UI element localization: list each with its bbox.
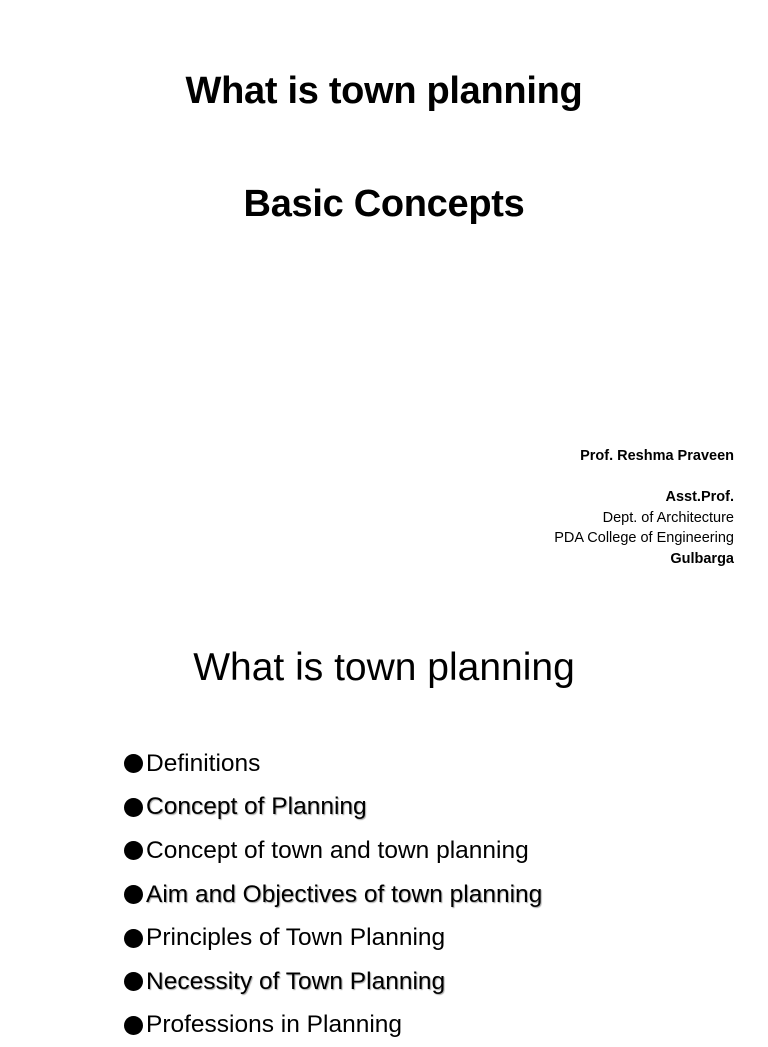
author-position: Asst.Prof.	[665, 489, 734, 505]
author-department: Dept. of Architecture	[602, 509, 734, 526]
author-name: Prof. Reshma Praveen	[580, 448, 734, 464]
slide-subtitle: Basic Concepts	[243, 183, 525, 225]
topic-list	[124, 742, 542, 1047]
topic-item	[124, 1004, 542, 1047]
topic-item	[124, 916, 542, 960]
contents-slide	[0, 610, 768, 1039]
bullet-icon	[124, 929, 143, 948]
bullet-icon	[124, 798, 143, 817]
topic-item	[124, 742, 542, 786]
topic-item	[124, 829, 542, 873]
bullet-icon	[124, 754, 143, 773]
bullet-icon	[124, 972, 143, 991]
topic-label: Aim and Objectives of town planning	[146, 880, 543, 908]
bullet-icon	[124, 885, 143, 904]
spacer	[554, 467, 734, 488]
topic-item	[124, 786, 542, 830]
slide-title: What is town planning	[185, 70, 583, 112]
topic-label: Definitions	[146, 749, 261, 777]
bullet-icon	[124, 841, 143, 860]
topic-label: Principles of Town Planning	[146, 924, 446, 952]
bullet-icon	[124, 1016, 143, 1035]
topic-label: Concept of Planning	[146, 793, 367, 821]
topic-item	[124, 960, 542, 1004]
topic-label: Necessity of Town Planning	[146, 967, 446, 995]
topic-label: Professions in Planning	[146, 1011, 403, 1039]
author-city: Gulbarga	[670, 550, 734, 567]
section-title: What is town planning	[193, 646, 575, 689]
author-block	[554, 446, 734, 569]
topic-label: Concept of town and town planning	[146, 836, 529, 864]
author-college: PDA College of Engineering	[554, 530, 734, 546]
topic-item	[124, 873, 542, 917]
